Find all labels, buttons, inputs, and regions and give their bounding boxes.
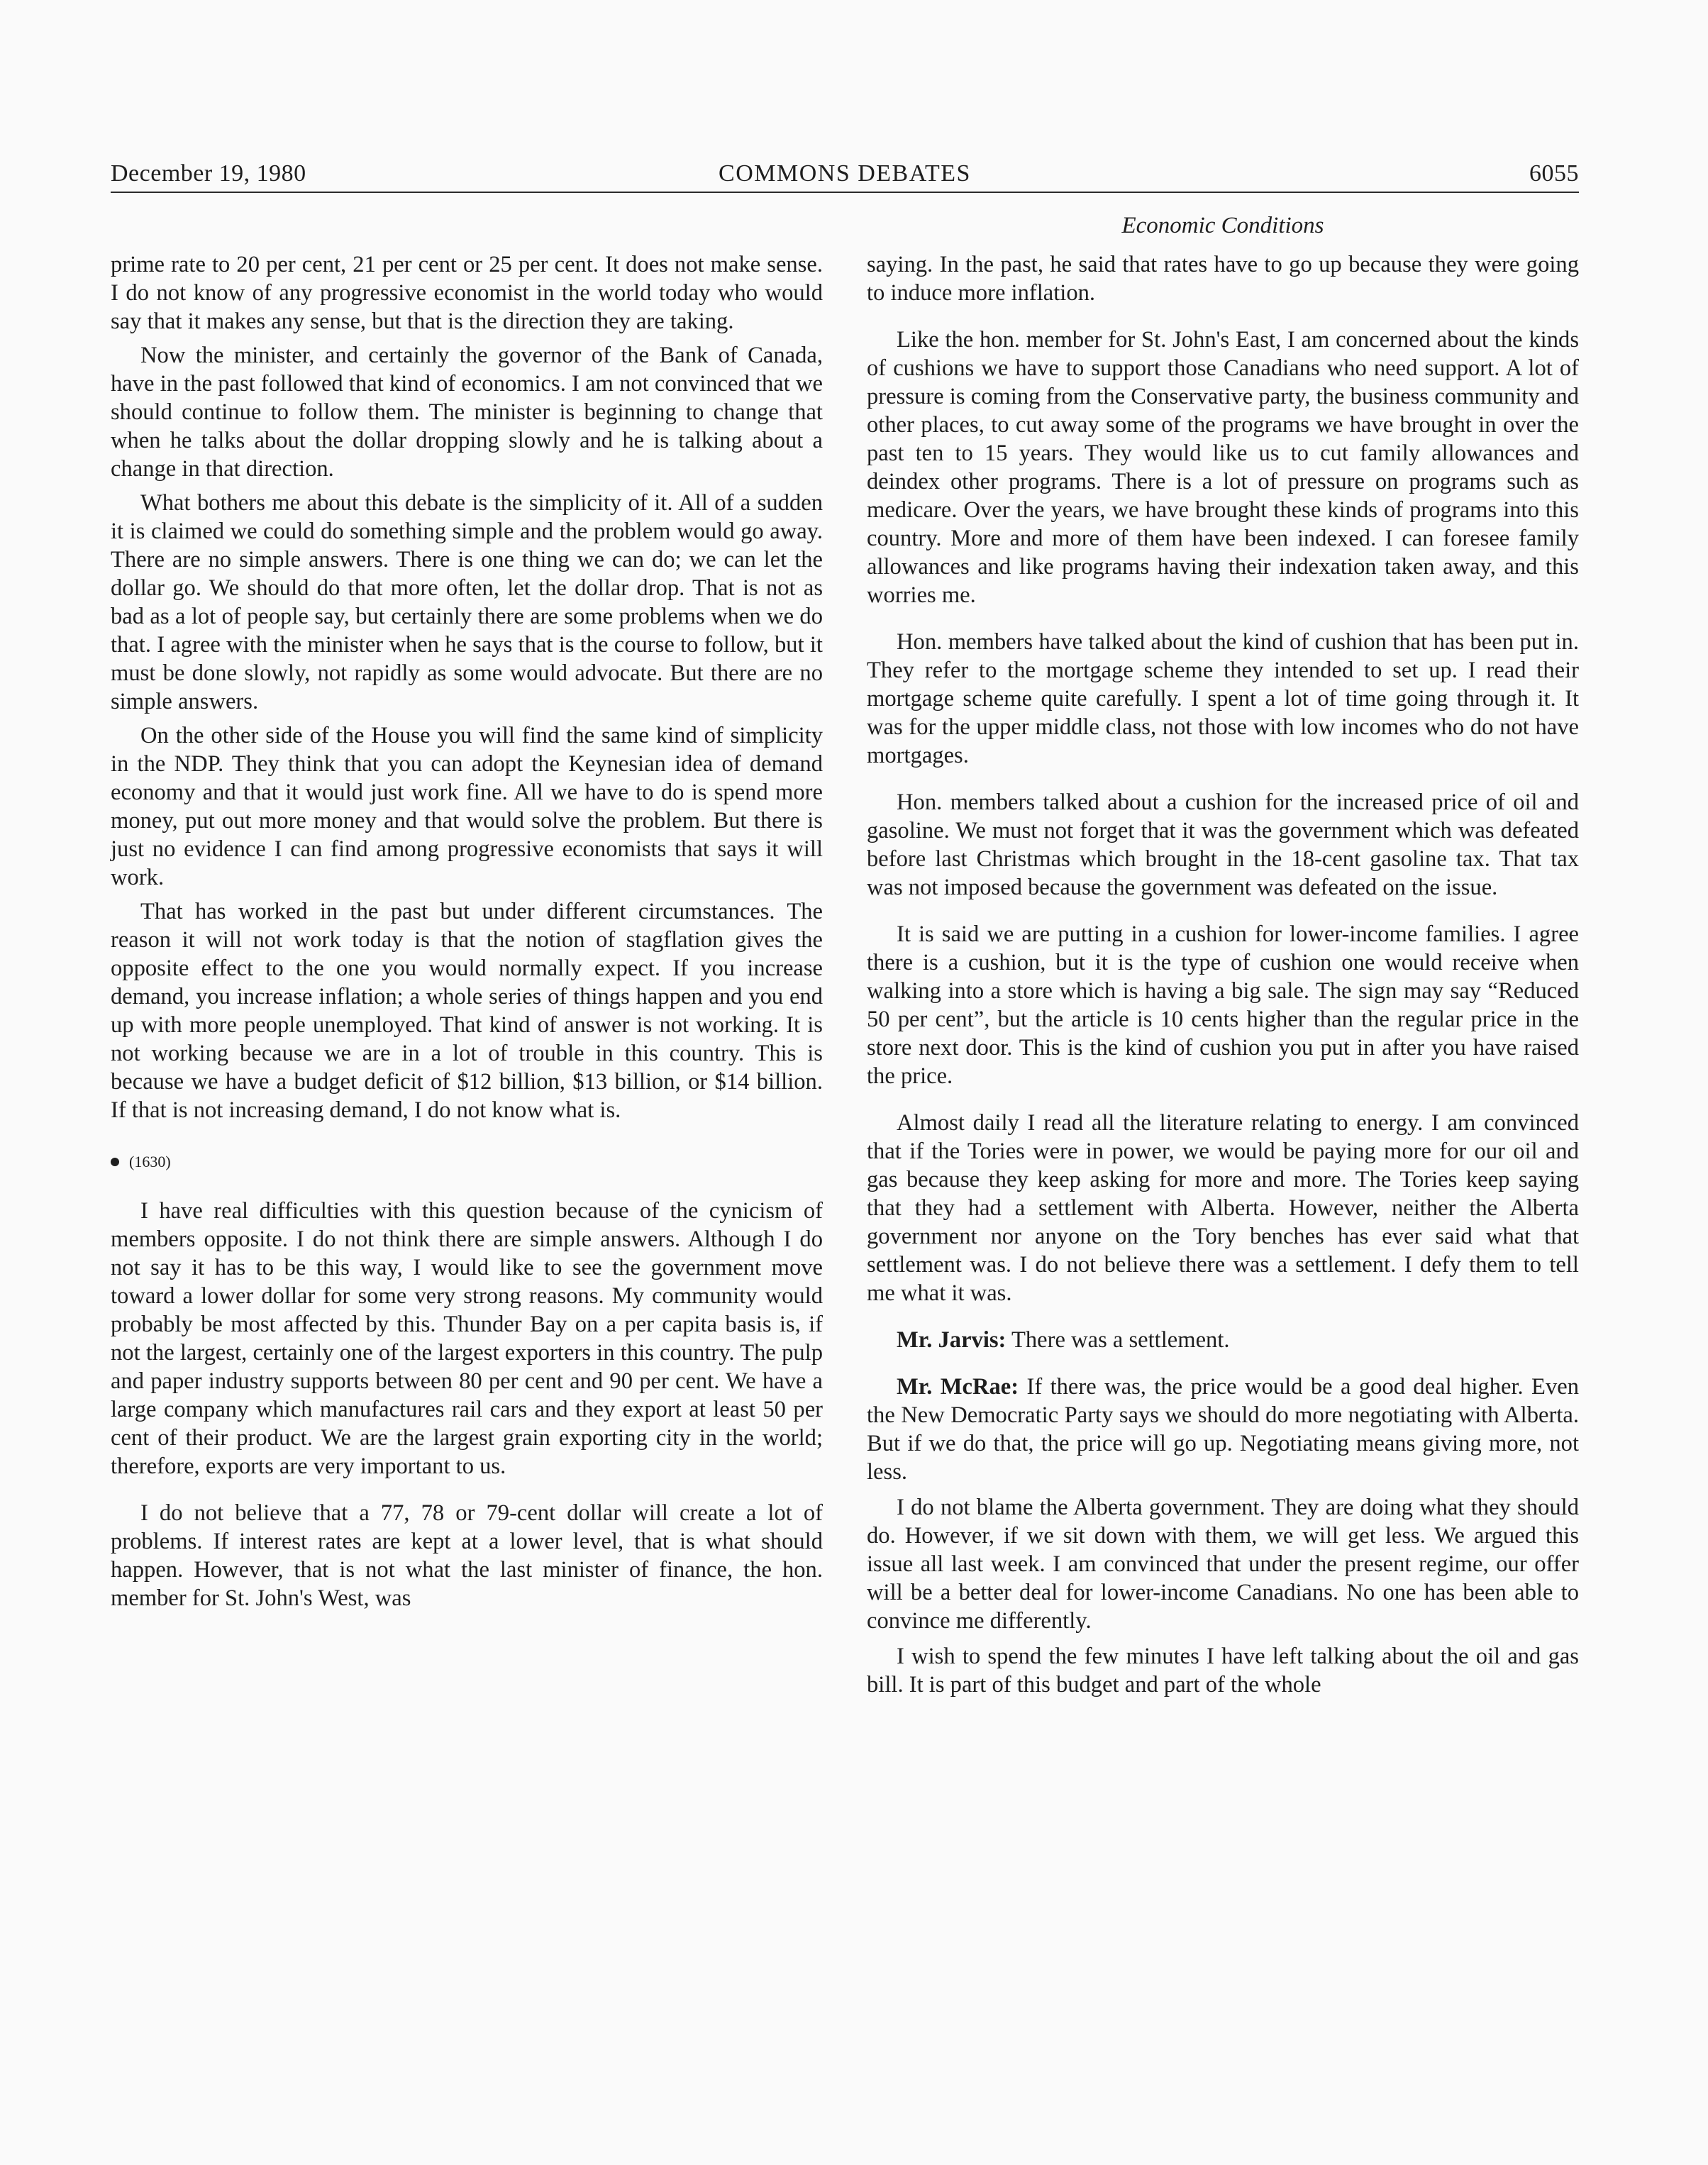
right-column [867, 250, 1579, 1699]
paragraph: Like the hon. member for St. John's East, I am concerned about the kinds of cushions we have to support those Canadians who need support. A lot of pressure is coming from the Conservative party, the business community and other places, to cut away some of the programs we have brought in over the past ten to 15 years. They would like us to cut family allowances and deindex other programs. There is a lot of pressure on programs such as medicare. Over the years, we have brought these kinds of programs into this country. More and more of them have been indexed. I can foresee family allowances and like programs having their indexation taken away, and this worries me. [867, 327, 1579, 608]
paragraph: I wish to spend the few minutes I have left talking about the oil and gas bill. It is part of this budget and part of the whole [867, 1644, 1579, 1698]
paragraph: I do not believe that a 77, 78 or 79-cent dollar will create a lot of problems. If interest rates are kept at a lower level, that is what should happen. However, that is not what the last minister of finance, the hon. member for St. John's West, was [111, 1500, 823, 1611]
page-header [111, 157, 1579, 193]
paragraph: I have real difficulties with this question because of the cynicism of members opposite. I do not think there are simple answers. Although I do not say it has to be this way, I would like to see the government move toward a lower dollar for some very strong reasons. My community would probably be most affected by this. Thunder Bay on a per capita basis is, if not the largest, certainly one of the largest exporters in this country. The pulp and paper industry supports between 80 per cent and 90 per cent. We have a large company which manufactures rail cars and they export at least 50 per cent of their product. We are the largest grain exporting city in the world; therefore, exports are very important to us. [111, 1198, 823, 1479]
paragraph: That has worked in the past but under different circumstances. The reason it will not work today is that the notion of stagflation gives the opposite effect to the one you would normally expect. If you increase demand, you increase inflation; a whole series of things happen and you end up with more people unemployed. That kind of answer is not working. It is not working because we are in a lot of trouble in this country. This is because we have a budget deficit of $12 billion, $13 billion, or $14 billion. If that is not increasing demand, I do not know what is. [111, 899, 823, 1123]
paragraph: On the other side of the House you will find the same kind of simplicity in the NDP. They think that you can adopt the Keynesian idea of demand economy and that it would just work fine. All we have to do is spend more money, put out more money and that would solve the problem. But there is just no evidence I can find among progressive economists that says it will work. [111, 723, 823, 890]
paragraph: prime rate to 20 per cent, 21 per cent or 25 per cent. It does not make sense. I do not know of any progressive economist in the world today who would say that it makes any sense, but that is the direction they are taking. [111, 252, 823, 334]
paragraph: I do not blame the Alberta government. They are doing what they should do. However, if we sit down with them, we will get less. We argued this issue all last week. I am convinced that under the present regime, our offer will be a better deal for lower-income Canadians. No one has been able to convince me differently. [867, 1495, 1579, 1634]
speaker-name: Mr. McRae: [897, 1374, 1019, 1400]
paragraph: saying. In the past, he said that rates have to go up because they were going to induce more inflation. [867, 252, 1579, 306]
speaker-name: Mr. Jarvis: [897, 1327, 1006, 1353]
paragraph: It is said we are putting in a cushion for lower-income families. I agree there is a cushion, but it is the type of cushion one would receive when walking into a store which is having a big sale. The sign may say “Reduced 50 per cent”, but the article is 10 cents higher than the regular price in the store next door. This is the kind of cushion you put in after you have raised the price. [867, 921, 1579, 1089]
header-date: December 19, 1980 [111, 160, 306, 187]
paragraph: What bothers me about this debate is the simplicity of it. All of a sudden it is claimed we could do something simple and the problem would go away. There are no simple answers. There is one thing we can do; we can let the dollar go. We should do that more often, let the dollar drop. That is not as bad as a lot of people say, but certainly there are some problems when we do that. I agree with the minister when he says that is the course to follow, but it must be done slowly, not rapidly as some would advocate. But there are no simple answers. [111, 490, 823, 714]
paragraph: Hon. members have talked about the kind of cushion that has been put in. They refer to the mortgage scheme they intended to set up. I read their mortgage scheme quite carefully. I spent a lot of time going through it. It was for the upper middle class, not those with low incomes who do not have mortgages. [867, 629, 1579, 768]
paragraph: Almost daily I read all the literature relating to energy. I am convinced that if the Tories were in power, we would be paying more for our oil and gas because they keep asking for more and more. The Tories keep saying that they had a settlement with Alberta. However, neither the Alberta government nor anyone on the Tory benches has ever said what that settlement was. I do not believe there was a settlement. I defy them to tell me what it was. [867, 1110, 1579, 1306]
time-marker-label: (1630) [129, 1153, 171, 1170]
time-marker [111, 1151, 823, 1173]
header-publication: COMMONS DEBATES [719, 160, 971, 187]
bullet-icon [111, 1158, 119, 1166]
header-page-number: 6055 [1529, 160, 1579, 187]
paragraph: Hon. members talked about a cushion for the increased price of oil and gasoline. We must not forget that it was the government which was defeated before last Christmas which brought in the 18-cent gasoline tax. That tax was not imposed because the government was defeated on the issue. [867, 790, 1579, 900]
speech-text: There was a settlement. [1006, 1327, 1230, 1353]
paragraph: Now the minister, and certainly the governor of the Bank of Canada, have in the past followed that kind of economics. I am not convinced that we should continue to follow them. The minister is beginning to change that when he talks about the dollar dropping slowly and he is talking about a change in that direction. [111, 343, 823, 482]
speech-mcrae [867, 1373, 1579, 1486]
speech-text: If there was, the price would be a good deal higher. Even the New Democratic Party says we should do more negotiating with Alberta. But if we do that, the price will go up. Negotiating means giving more, not less. [867, 1374, 1579, 1485]
left-column [111, 250, 823, 1612]
speech-jarvis [867, 1326, 1579, 1354]
section-title: Economic Conditions [1121, 213, 1324, 238]
